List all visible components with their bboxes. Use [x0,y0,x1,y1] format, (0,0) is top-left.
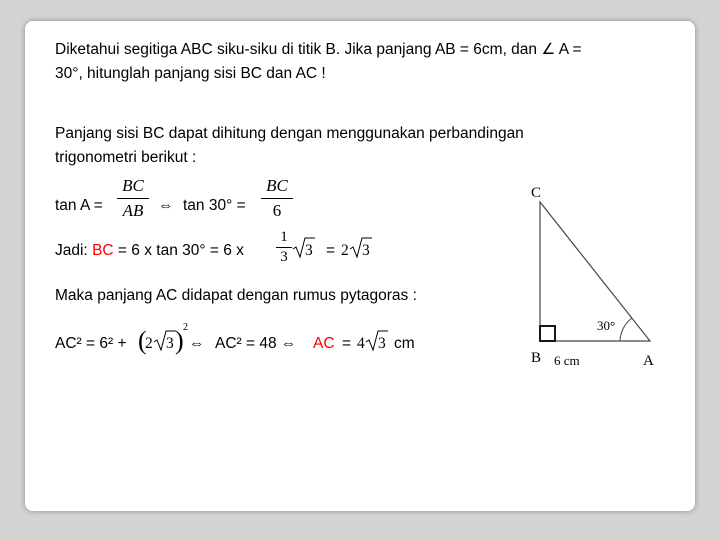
sqrt-argument: 3 [305,242,313,259]
right-angle-marker [540,326,555,341]
fraction-numerator: BC [266,176,288,195]
paren-coefficient: 2 [145,335,153,352]
solution-intro-line-2: trigonometri berikut : [55,149,197,166]
bc-highlight: BC [92,242,114,259]
angle-a-label: 30° [597,318,616,333]
side-ab-label: 6 cm [554,353,580,368]
problem-line-2: 30°, hitunglah panjang sisi BC dan AC ! [55,65,326,82]
jadi-label: Jadi: [55,242,88,259]
iff-symbol: ⇔ [189,335,205,352]
solution-intro-line-1: Panjang sisi BC dapat dihitung dengan menggunakan perbandingan [55,125,524,142]
fraction-numerator: 1 [280,229,288,245]
left-paren: ( [138,326,147,355]
fraction-denominator: AB [122,201,144,220]
fraction-numerator: BC [122,176,144,195]
iff-symbol: ⇔ [158,197,174,214]
equals-sign: = [342,335,352,352]
tan-30-label: tan 30° = [183,197,246,214]
result-sqrt-argument: 3 [362,242,370,259]
vertex-b-label: B [531,350,542,366]
paren-exponent: 2 [183,322,188,333]
tan-a-label: tan A = [55,197,103,214]
equals-sign: = [326,242,336,259]
fraction-denominator: 6 [272,201,282,220]
ac-highlight: AC [313,335,335,352]
ac-coefficient: 4 [357,335,365,352]
right-paren: ) [175,326,184,355]
result-coefficient: 2 [341,242,349,259]
pythagoras-intro: Maka panjang AC didapat dengan rumus pytagoras : [55,287,417,304]
paren-sqrt-argument: 3 [166,335,174,352]
ac-unit: cm [394,335,415,352]
fraction-denominator: 3 [280,249,288,265]
ac-sqrt-argument: 3 [378,335,386,352]
jadi-expression: = 6 x tan 30° = 6 x [117,242,244,259]
angle-arc [620,318,632,341]
problem-line-1: Diketahui segitiga ABC siku-siku di titik B. Jika panjang AB = 6cm, dan ∠ A = [55,41,582,58]
triangle-shape [540,202,650,341]
vertex-a-label: A [643,353,654,369]
ac-equation-middle: AC² = 48 ⇔ [215,335,297,352]
ac-equation-start: AC² = 6² + [55,335,127,352]
vertex-c-label: C [531,185,542,201]
